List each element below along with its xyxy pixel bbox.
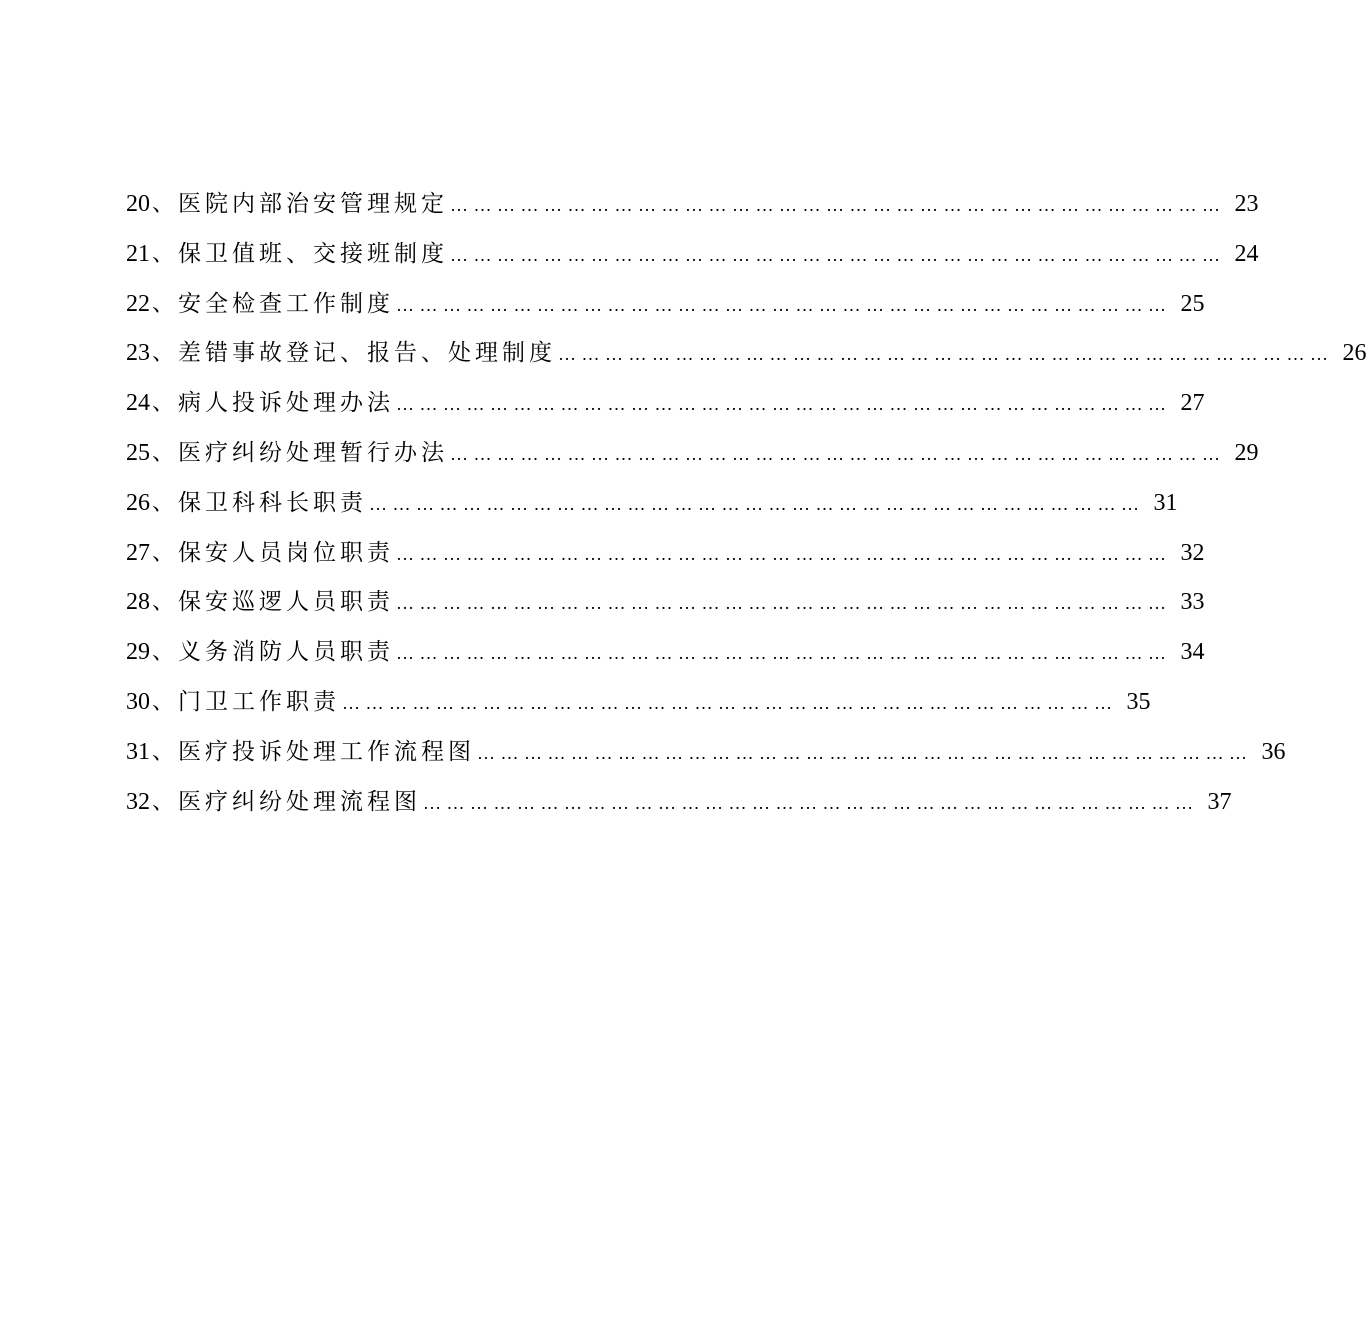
entry-separator: 、 bbox=[152, 789, 175, 815]
entry-title: 保卫值班、交接班制度 bbox=[178, 240, 449, 267]
entry-page-number: 34 bbox=[1180, 639, 1205, 666]
entry-number: 30 bbox=[126, 688, 150, 715]
entry-number: 28 bbox=[126, 589, 150, 616]
dot-leader: … … … … … … … … … … … … … … … … … … … … … … … … … … … … … … … … … bbox=[342, 692, 1113, 713]
toc-entry[interactable] bbox=[126, 280, 1205, 330]
entry-separator: 、 bbox=[152, 440, 175, 466]
entry-title: 保安巡逻人员职责 bbox=[178, 589, 395, 616]
entry-title: 医疗纠纷处理流程图 bbox=[178, 788, 422, 815]
toc-entry[interactable] bbox=[126, 180, 1259, 230]
toc-entry[interactable] bbox=[126, 329, 1367, 379]
entry-number: 22 bbox=[126, 290, 150, 317]
entry-page-number: 31 bbox=[1153, 489, 1178, 516]
entry-number: 25 bbox=[126, 439, 150, 466]
entry-page-number: 25 bbox=[1180, 290, 1205, 317]
entry-title: 门卫工作职责 bbox=[178, 688, 341, 715]
entry-separator: 、 bbox=[152, 241, 175, 267]
entry-title: 病人投诉处理办法 bbox=[178, 390, 395, 417]
toc-entry[interactable] bbox=[126, 529, 1205, 579]
entry-separator: 、 bbox=[152, 590, 175, 616]
entry-separator: 、 bbox=[152, 739, 175, 765]
dot-leader: … … … … … … … … … … … … … … … … … … … … … … … … … … … … … … … … … bbox=[396, 294, 1167, 315]
toc-entry[interactable] bbox=[126, 628, 1205, 678]
toc-entry[interactable] bbox=[126, 578, 1205, 628]
entry-title: 医疗投诉处理工作流程图 bbox=[178, 738, 476, 765]
entry-separator: 、 bbox=[152, 391, 175, 417]
entry-separator: 、 bbox=[152, 341, 175, 367]
entry-separator: 、 bbox=[152, 291, 175, 317]
entry-page-number: 29 bbox=[1234, 439, 1259, 466]
entry-title: 保卫科科长职责 bbox=[178, 489, 368, 516]
dot-leader: … … … … … … … … … … … … … … … … … … … … … … … … … … … … … … … … … bbox=[558, 344, 1329, 365]
entry-page-number: 36 bbox=[1261, 738, 1286, 765]
toc-entry[interactable] bbox=[126, 479, 1178, 529]
entry-number: 20 bbox=[126, 191, 150, 217]
entry-page-number: 27 bbox=[1180, 390, 1205, 417]
entry-number: 32 bbox=[126, 788, 150, 815]
dot-leader: … … … … … … … … … … … … … … … … … … … … … … … … … … … … … … … … … bbox=[396, 543, 1167, 564]
table-of-contents bbox=[126, 180, 1367, 827]
toc-entry[interactable] bbox=[126, 429, 1259, 479]
entry-title: 医疗纠纷处理暂行办法 bbox=[178, 439, 449, 466]
entry-page-number: 26 bbox=[1342, 340, 1367, 367]
entry-page-number: 24 bbox=[1234, 240, 1259, 267]
dot-leader: … … … … … … … … … … … … … … … … … … … … … … … … … … … … … … … … … bbox=[369, 493, 1140, 514]
entry-number: 31 bbox=[126, 738, 150, 765]
entry-title: 医院内部治安管理规定 bbox=[178, 191, 449, 217]
dot-leader: … … … … … … … … … … … … … … … … … … … … … … … … … … … … … … … … … bbox=[396, 394, 1167, 415]
entry-separator: 、 bbox=[152, 540, 175, 566]
entry-title: 保安人员岗位职责 bbox=[178, 539, 395, 566]
entry-number: 29 bbox=[126, 639, 150, 666]
dot-leader: … … … … … … … … … … … … … … … … … … … … … … … … … … … … … … … … … bbox=[450, 443, 1221, 464]
entry-page-number: 35 bbox=[1126, 688, 1151, 715]
dot-leader: … … … … … … … … … … … … … … … … … … … … … … … … … … … … … … … … … bbox=[396, 643, 1167, 664]
entry-number: 27 bbox=[126, 539, 150, 566]
dot-leader: … … … … … … … … … … … … … … … … … … … … … … … … … … … … … … … … … bbox=[477, 742, 1248, 763]
entry-number: 21 bbox=[126, 240, 150, 267]
entry-number: 26 bbox=[126, 489, 150, 516]
dot-leader: … … … … … … … … … … … … … … … … … … … … … … … … … … … … … … … … … bbox=[450, 195, 1221, 215]
entry-page-number: 32 bbox=[1180, 539, 1205, 566]
entry-page-number: 37 bbox=[1207, 788, 1232, 815]
toc-entry[interactable] bbox=[126, 230, 1259, 280]
entry-separator: 、 bbox=[152, 640, 175, 666]
dot-leader: … … … … … … … … … … … … … … … … … … … … … … … … … … … … … … … … … bbox=[396, 593, 1167, 614]
entry-title: 义务消防人员职责 bbox=[178, 639, 395, 666]
entry-page-number: 33 bbox=[1180, 589, 1205, 616]
toc-entry[interactable] bbox=[126, 379, 1205, 429]
entry-separator: 、 bbox=[152, 689, 175, 715]
entry-separator: 、 bbox=[152, 192, 175, 217]
entry-page-number: 23 bbox=[1234, 191, 1259, 217]
dot-leader: … … … … … … … … … … … … … … … … … … … … … … … … … … … … … … … … … bbox=[423, 792, 1194, 813]
entry-number: 23 bbox=[126, 340, 150, 367]
toc-entry[interactable] bbox=[126, 778, 1232, 828]
entry-separator: 、 bbox=[152, 490, 175, 516]
toc-entry[interactable] bbox=[126, 678, 1151, 728]
entry-title: 安全检查工作制度 bbox=[178, 290, 395, 317]
dot-leader: … … … … … … … … … … … … … … … … … … … … … … … … … … … … … … … … … bbox=[450, 244, 1221, 265]
entry-title: 差错事故登记、报告、处理制度 bbox=[178, 340, 557, 367]
toc-entry[interactable] bbox=[126, 728, 1286, 778]
entry-number: 24 bbox=[126, 390, 150, 417]
